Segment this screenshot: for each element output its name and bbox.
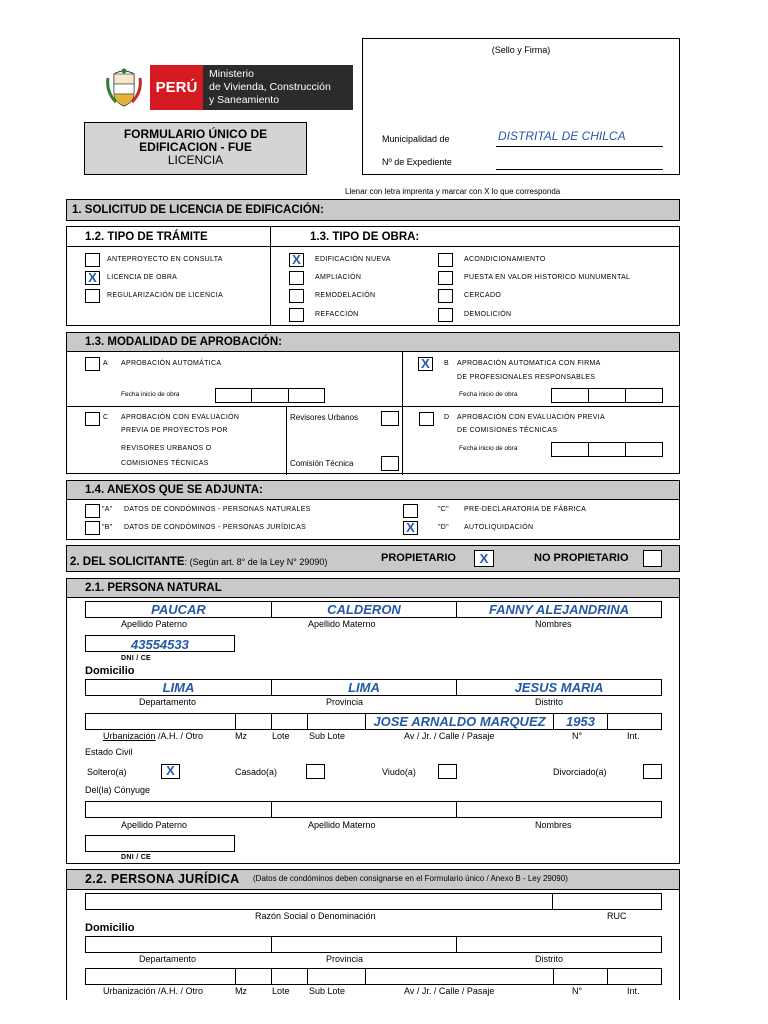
pj-lbl-lote: Lote [272,986,290,996]
fecha-label-a: Fecha inicio de obra [121,391,180,398]
lbl-conyuge-paterno: Apellido Paterno [121,820,188,830]
pj-lbl-provincia: Provincia [326,954,364,964]
pj-direccion-row [85,968,662,985]
anexo-b-text: DATOS DE CONDÓMINOS - PERSONAS JURÍDICAS [124,524,307,531]
obra-label: EDIFICACIÓN NUEVA [315,256,391,263]
persona-natural-section [66,578,680,864]
anexos-header: 1.4. ANEXOS QUE SE ADJUNTA: [67,481,679,500]
pj-lote-field[interactable] [272,969,308,984]
distrito-field[interactable] [457,680,661,695]
modalidad-c-letter: C [103,414,109,421]
pj-lbl-numero: N° [572,986,583,996]
lbl-conyuge-nombres: Nombres [535,820,572,830]
lbl-departamento: Departamento [139,697,197,707]
obra-label: CERCADO [464,292,502,299]
lbl-calle: Av / Jr. / Calle / Pasaje [404,731,495,741]
lbl-apellido-materno: Apellido Materno [308,619,376,629]
ministry-line2: de Vivienda, Construcción [209,81,331,93]
nombres-row [85,601,662,618]
modalidad-b-text1: APROBACIÓN AUTOMATICA CON FIRMA [457,360,601,367]
tramite-checkbox[interactable]: X [85,271,100,285]
pj-lbl-interior: Int. [627,986,640,996]
lbl-distrito: Distrito [535,697,564,707]
modalidad-c-text4: COMISIONES TÉCNICAS [121,460,209,467]
lbl-mz: Mz [235,731,247,741]
revisores-label: Revisores Urbanos [290,413,359,422]
sublote-field[interactable] [308,714,366,729]
obra-label: REMODELACIÓN [315,292,376,299]
fecha-label-b: Fecha inicio de obra [459,391,518,398]
provincia-field[interactable] [272,680,457,695]
conyuge-dni-field[interactable] [85,835,235,852]
lbl-provincia: Provincia [326,697,364,707]
modalidad-c-text3: REVISORES URBANOS O [121,445,212,452]
obra-label: ACONDICIONAMIENTO [464,256,546,263]
ministry-line1: Ministerio [209,68,254,80]
conyuge-row [85,801,662,818]
pj-lbl-calle: Av / Jr. / Calle / Pasaje [404,986,495,996]
pj-provincia-field[interactable] [272,937,457,952]
modalidad-b-letter: B [444,360,449,367]
anexo-b-checkbox[interactable] [85,521,100,535]
obra-label: PUESTA EN VALOR HISTORICO MUNUMENTAL [464,274,631,281]
obra-label: DEMOLICIÓN [464,311,512,318]
comision-checkbox[interactable] [381,456,399,471]
apellido-paterno-value: PAUCAR [151,602,206,617]
ruc-field[interactable] [553,894,661,909]
anexo-d-checkbox[interactable]: X [403,521,418,535]
razon-social-field[interactable] [86,894,553,909]
anexo-a-text: DATOS DE CONDÓMINOS - PERSONAS NATURALES [124,506,311,513]
modalidad-c-text1: APROBACIÓN CON EVALUACIÓN [121,414,240,421]
lbl-dni: DNI / CE [121,655,152,662]
modalidad-a-text: APROBACIÓN AUTOMÁTICA [121,360,222,367]
soltero-checkbox[interactable]: X [161,764,180,779]
revisores-checkbox[interactable] [381,411,399,426]
municipalidad-label: Municipalidad de [382,134,450,144]
pj-interior-field[interactable] [608,969,661,984]
obra-checkbox[interactable] [438,271,453,285]
dni-value: 43554533 [131,637,189,652]
lbl-urbanizacion-rest: /A.H. / Otro [155,731,204,741]
pj-ubicacion-row [85,936,662,953]
lbl-lote: Lote [272,731,290,741]
persona-juridica-section [66,869,680,1000]
pj-sublote-field[interactable] [308,969,366,984]
lbl-numero: N° [572,731,583,741]
peru-logo: PERÚ [150,65,203,110]
ubicacion-row [85,679,662,696]
lbl-urbanizacion-main: Urbanización [103,731,156,741]
anexos-section [66,480,680,540]
conyuge-materno-field[interactable] [272,802,457,817]
no-propietario-label: NO PROPIETARIO [534,552,629,564]
numero-value: 1953 [566,714,595,729]
pj-departamento-field[interactable] [86,937,272,952]
modalidad-d-text1: APROBACIÓN CON EVALUACIÓN PREVIA [457,414,605,421]
pj-lbl-urbanizacion: Urbanización /A.H. / Otro [103,986,204,996]
obra-checkbox[interactable] [438,253,453,267]
coat-of-arms-icon [106,68,142,108]
anexo-c-text: PRE-DECLARATORIA DE FÁBRICA [464,506,587,513]
mz-field[interactable] [236,714,272,729]
solicitante-note: : (Según art. 8° de la Ley N° 29090) [184,557,328,567]
pj-distrito-field[interactable] [457,937,661,952]
razon-social-row [85,893,662,910]
pj-urbanizacion-field[interactable] [86,969,236,984]
solicitante-header [66,545,680,572]
pj-lbl-mz: Mz [235,986,247,996]
tipo-section [66,226,680,326]
tramite-label: REGULARIZACIÓN DE LICENCIA [107,292,223,299]
modalidad-header: 1.3. MODALIDAD DE APROBACIÓN: [67,333,679,352]
obra-title: 1.3. TIPO DE OBRA: [310,231,420,243]
lbl-razon-social: Razón Social o Denominación [255,911,376,921]
lbl-ruc: RUC [607,911,627,921]
lbl-interior: Int. [627,731,640,741]
form-subtitle: LICENCIA [167,153,224,167]
propietario-checkbox[interactable]: X [474,550,494,567]
seal-box [362,38,680,175]
dni-field[interactable] [85,635,235,652]
pj-lbl-departamento: Departamento [139,954,197,964]
obra-checkbox[interactable] [289,271,304,285]
ministry-line3: y Saneamiento [209,94,280,106]
modalidad-section [66,332,680,474]
pj-numero-field[interactable] [554,969,608,984]
expediente-label: Nº de Expediente [382,157,452,167]
modalidad-b-text2: DE PROFESIONALES RESPONSABLES [457,374,596,381]
tramite-label: LICENCIA DE OBRA [107,274,178,281]
distrito-value: JESUS MARIA [514,680,604,695]
propietario-label: PROPIETARIO [381,552,456,564]
anexo-a-code: "A" [102,506,113,513]
pj-lbl-sublote: Sub Lote [309,986,346,996]
fecha-input-a[interactable] [215,388,325,403]
no-propietario-checkbox[interactable] [643,550,662,567]
nombres-field[interactable] [457,602,661,617]
obra-checkbox[interactable] [438,289,453,303]
estado-civil-label: Estado Civil [85,747,133,757]
tramite-label: ANTEPROYECTO EN CONSULTA [107,256,223,263]
anexo-c-code: "C" [438,506,449,513]
fecha-input-b[interactable] [551,388,663,403]
persona-juridica-header [67,870,679,890]
obra-label: REFACCIÓN [315,311,359,318]
form-title-line2: EDIFICACION - FUE [139,140,252,154]
divorciado-checkbox[interactable] [643,764,662,779]
calle-value: JOSE ARNALDO MARQUEZ [373,714,546,729]
obra-checkbox[interactable] [438,308,453,322]
modalidad-c-checkbox[interactable] [85,412,100,426]
lbl-conyuge-materno: Apellido Materno [308,820,376,830]
apellido-materno-value: CALDERON [327,602,401,617]
obra-checkbox[interactable]: X [289,253,304,267]
pj-domicilio-label: Domicilio [85,922,135,934]
section1-header: 1. SOLICITUD DE LICENCIA DE EDIFICACIÓN: [66,199,680,221]
ministry-logo [203,65,353,110]
form-title-box [84,122,307,175]
fecha-input-d[interactable] [551,442,663,457]
provincia-value: LIMA [348,680,380,695]
nombres-value: FANNY ALEJANDRINA [488,602,630,617]
obra-checkbox[interactable] [289,308,304,322]
modalidad-a-checkbox[interactable] [85,357,100,371]
seal-label: (Sello y Firma) [491,45,551,55]
modalidad-d-checkbox[interactable] [419,412,434,426]
direccion-row [85,713,662,730]
calle-field[interactable] [366,714,554,729]
modalidad-c-text2: PREVIA DE PROYECTOS POR [121,427,228,434]
casado-checkbox[interactable] [306,764,325,779]
anexo-d-code: "D" [438,524,449,531]
conyuge-nombres-field[interactable] [457,802,661,817]
persona-juridica-title: 2.2. PERSONA JURÍDICA [85,872,240,886]
lote-field[interactable] [272,714,308,729]
anexo-b-code: "B" [102,524,113,531]
pj-lbl-distrito: Distrito [535,954,564,964]
pj-calle-field[interactable] [366,969,554,984]
viudo-label: Viudo(a) [382,767,416,777]
lbl-nombres: Nombres [535,619,572,629]
expediente-field[interactable] [496,169,663,170]
domicilio-label: Domicilio [85,665,135,677]
interior-field[interactable] [608,714,661,729]
tramite-title: 1.2. TIPO DE TRÁMITE [85,231,208,243]
departamento-value: LIMA [162,680,195,695]
municipalidad-value[interactable]: DISTRITAL DE CHILCA [498,129,626,143]
divorciado-label: Divorciado(a) [553,767,607,777]
obra-checkbox[interactable] [289,289,304,303]
modalidad-d-letter: D [444,414,450,421]
persona-natural-header: 2.1. PERSONA NATURAL [67,579,679,598]
pj-mz-field[interactable] [236,969,272,984]
persona-juridica-note: (Datos de condóminos deben consignarse en el Formulario único / Anexo B - Ley 29090) [253,874,568,883]
anexo-d-text: AUTOLIQUIDACIÓN [464,524,534,531]
lbl-apellido-paterno: Apellido Paterno [121,619,188,629]
apellido-paterno-field[interactable] [86,602,272,617]
conyuge-label: Del(la) Cónyuge [85,785,151,795]
conyuge-paterno-field[interactable] [86,802,272,817]
numero-field[interactable] [554,714,608,729]
fecha-label-d: Fecha inicio de obra [459,445,518,452]
comision-label: Comisión Técnica [290,459,354,468]
form-title-line1: FORMULARIO ÚNICO DE [123,127,268,141]
tramite-checkbox[interactable] [85,253,100,267]
lbl-urbanizacion [103,731,203,741]
lbl-sublote: Sub Lote [309,731,346,741]
modalidad-d-text2: DE COMISIONES TÉCNICAS [457,427,558,434]
lbl-conyuge-dni: DNI / CE [121,854,152,861]
anexo-c-checkbox[interactable] [403,504,418,518]
urbanizacion-field[interactable] [86,714,236,729]
departamento-field[interactable] [86,680,272,695]
apellido-materno-field[interactable] [272,602,457,617]
anexo-a-checkbox[interactable] [85,504,100,518]
modalidad-b-checkbox[interactable]: X [418,357,433,371]
casado-label: Casado(a) [235,767,278,777]
instruction-text: Llenar con letra imprenta y marcar con X lo que corresponda [345,187,561,196]
obra-label: AMPLIACIÓN [315,274,362,281]
soltero-label: Soltero(a) [87,767,127,777]
solicitante-title: 2. DEL SOLICITANTE [70,556,185,568]
viudo-checkbox[interactable] [438,764,457,779]
tramite-checkbox[interactable] [85,289,100,303]
modalidad-a-letter: A [103,360,108,367]
